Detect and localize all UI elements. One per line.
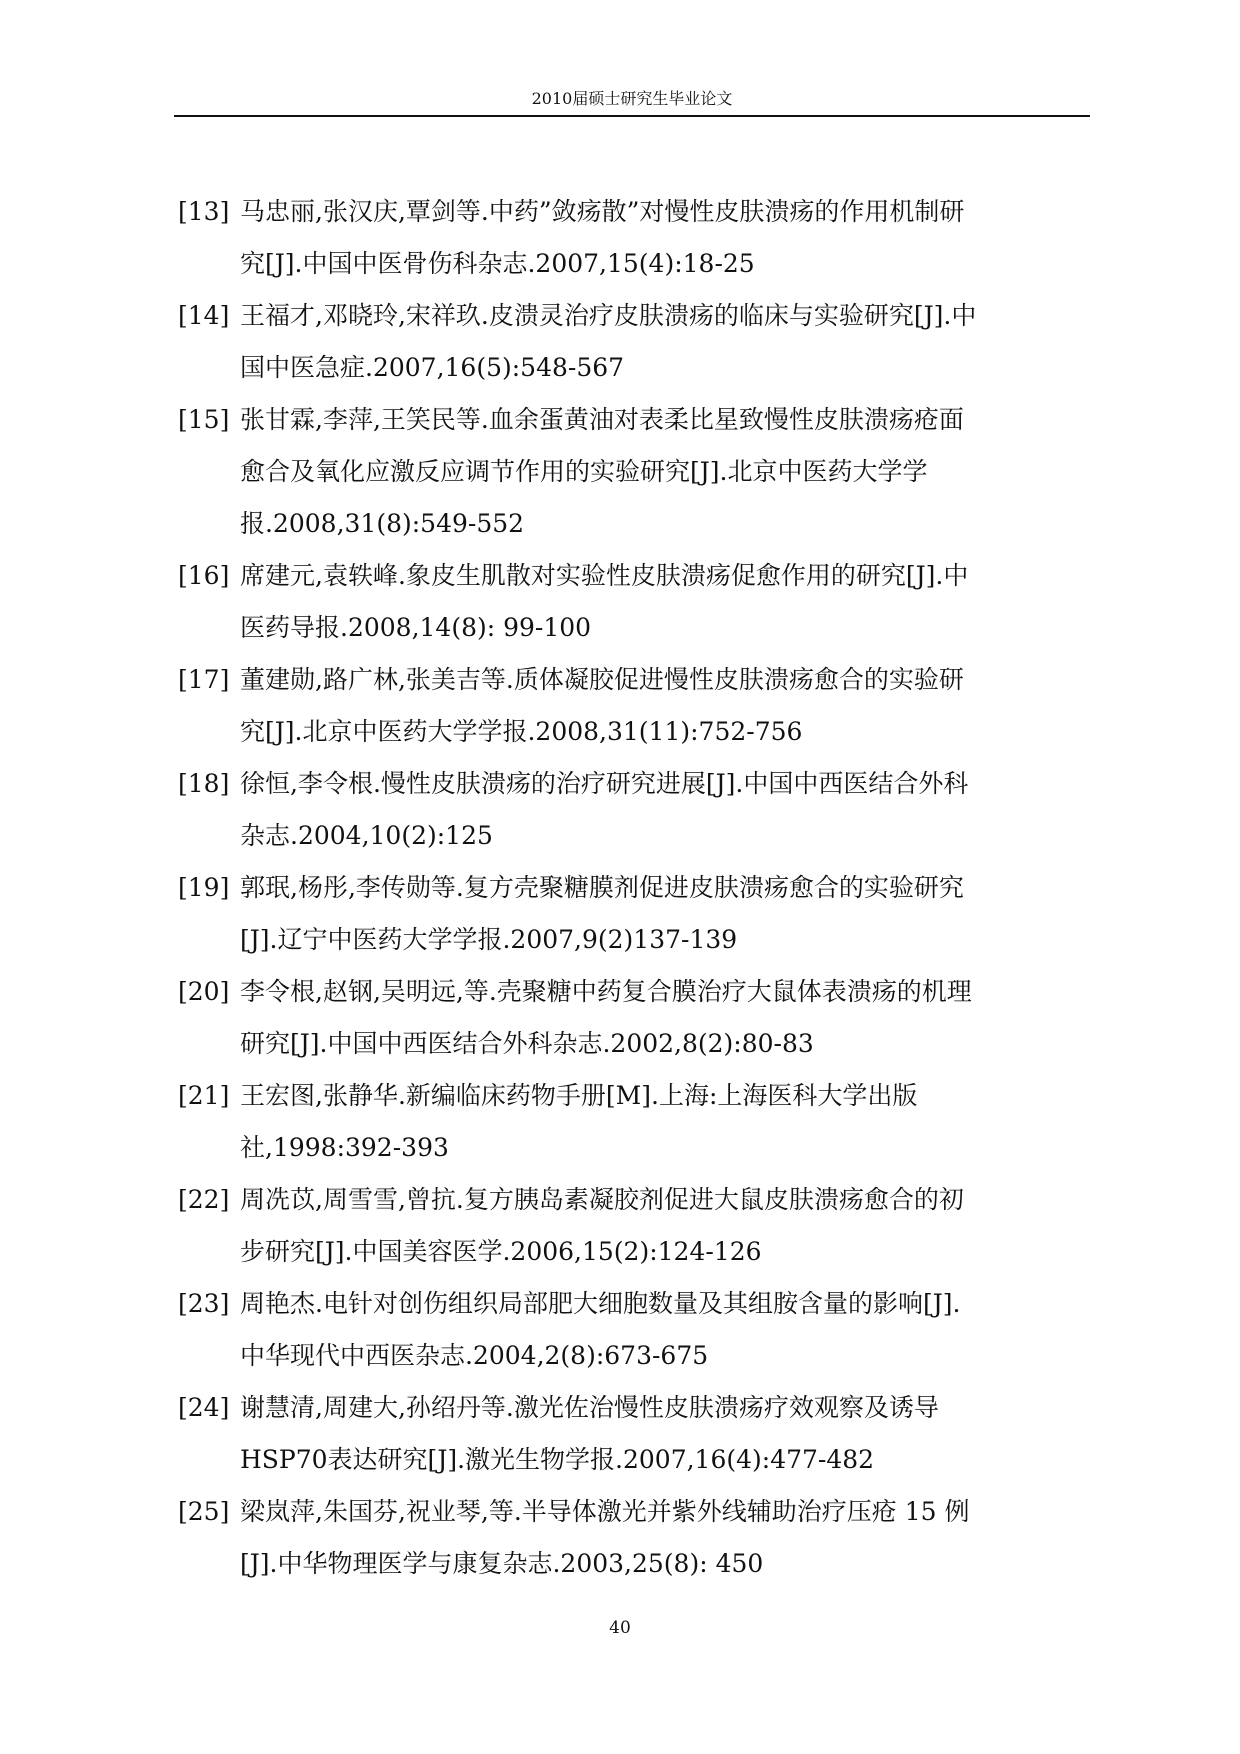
reference-number: [19] xyxy=(178,873,230,902)
reference-item-15 xyxy=(178,394,1090,550)
reference-line: 郭珉,杨彤,李传勋等.复方壳聚糖膜剂促进皮肤溃疡愈合的实验研究 xyxy=(240,873,964,902)
reference-text xyxy=(240,654,1078,758)
reference-text xyxy=(240,966,1078,1070)
reference-number: [22] xyxy=(178,1185,230,1214)
reference-text xyxy=(240,1070,1078,1174)
reference-text xyxy=(240,1486,1078,1590)
reference-line: 周艳杰.电针对创伤组织局部肥大细胞数量及其组胺含量的影响[J]. xyxy=(240,1289,961,1318)
reference-item-25 xyxy=(178,1486,1090,1590)
reference-item-20 xyxy=(178,966,1090,1070)
reference-text xyxy=(240,1174,1078,1278)
reference-line: 究[J].北京中医药大学学报.2008,31(11):752-756 xyxy=(240,717,803,746)
reference-line: 研究[J].中国中西医结合外科杂志.2002,8(2):80-83 xyxy=(240,1029,814,1058)
reference-number: [25] xyxy=(178,1497,230,1526)
reference-item-21 xyxy=(178,1070,1090,1174)
reference-line: [J].辽宁中医药大学学报.2007,9(2)137-139 xyxy=(240,925,738,954)
reference-item-13 xyxy=(178,186,1090,290)
reference-line: 步研究[J].中国美容医学.2006,15(2):124-126 xyxy=(240,1237,762,1266)
reference-number: [20] xyxy=(178,977,230,1006)
reference-line: 国中医急症.2007,16(5):548-567 xyxy=(240,353,625,382)
reference-line: 周冼苡,周雪雪,曾抗.复方胰岛素凝胶剂促进大鼠皮肤溃疡愈合的初 xyxy=(240,1185,964,1214)
reference-list xyxy=(178,186,1090,1590)
reference-item-24 xyxy=(178,1382,1090,1486)
reference-text xyxy=(240,550,1078,654)
reference-line: 徐恒,李令根.慢性皮肤溃疡的治疗研究进展[J].中国中西医结合外科 xyxy=(240,769,969,798)
reference-line: 中华现代中西医杂志.2004,2(8):673-675 xyxy=(240,1341,709,1370)
reference-line: 究[J].中国中医骨伤科杂志.2007,15(4):18-25 xyxy=(240,249,755,278)
reference-item-17 xyxy=(178,654,1090,758)
header-rule xyxy=(174,115,1090,117)
reference-text xyxy=(240,394,1078,550)
reference-item-18 xyxy=(178,758,1090,862)
reference-number: [23] xyxy=(178,1289,230,1318)
reference-number: [17] xyxy=(178,665,230,694)
reference-line: 报.2008,31(8):549-552 xyxy=(240,509,525,538)
reference-text xyxy=(240,862,1078,966)
reference-line: 李令根,赵钢,吴明远,等.壳聚糖中药复合膜治疗大鼠体表溃疡的机理 xyxy=(240,977,972,1006)
reference-line: 谢慧清,周建大,孙绍丹等.激光佐治慢性皮肤溃疡疗效观察及诱导 xyxy=(240,1393,939,1422)
reference-line: 王福才,邓晓玲,宋祥玖.皮溃灵治疗皮肤溃疡的临床与实验研究[J].中 xyxy=(240,301,977,330)
reference-text xyxy=(240,758,1078,862)
reference-line: [J].中华物理医学与康复杂志.2003,25(8): 450 xyxy=(240,1549,764,1578)
reference-line: 梁岚萍,朱国芬,祝业琴,等.半导体激光并紫外线辅助治疗压疮 15 例 xyxy=(240,1497,970,1526)
reference-number: [13] xyxy=(178,197,230,226)
reference-line: 社,1998:392-393 xyxy=(240,1133,449,1162)
page-number: 40 xyxy=(609,1618,631,1638)
reference-line: 席建元,袁轶峰.象皮生肌散对实验性皮肤溃疡促愈作用的研究[J].中 xyxy=(240,561,969,590)
reference-text xyxy=(240,1382,1078,1486)
reference-line: 王宏图,张静华.新编临床药物手册[M].上海:上海医科大学出版 xyxy=(240,1081,918,1110)
reference-number: [14] xyxy=(178,301,230,330)
reference-line: 董建勋,路广林,张美吉等.质体凝胶促进慢性皮肤溃疡愈合的实验研 xyxy=(240,665,964,694)
reference-number: [15] xyxy=(178,405,230,434)
reference-text xyxy=(240,290,1078,394)
reference-number: [16] xyxy=(178,561,230,590)
reference-item-16 xyxy=(178,550,1090,654)
reference-number: [24] xyxy=(178,1393,230,1422)
reference-line: 愈合及氧化应激反应调节作用的实验研究[J].北京中医药大学学 xyxy=(240,457,928,486)
reference-number: [18] xyxy=(178,769,230,798)
reference-item-14 xyxy=(178,290,1090,394)
reference-line: 医药导报.2008,14(8): 99-100 xyxy=(240,613,592,642)
reference-item-19 xyxy=(178,862,1090,966)
running-header: 2010届硕士研究生毕业论文 xyxy=(531,89,733,108)
reference-line: 杂志.2004,10(2):125 xyxy=(240,821,493,850)
reference-item-23 xyxy=(178,1278,1090,1382)
reference-line: 张甘霖,李萍,王笑民等.血余蛋黄油对表柔比星致慢性皮肤溃疡疮面 xyxy=(240,405,964,434)
reference-line: 马忠丽,张汉庆,覃剑等.中药”敛疡散”对慢性皮肤溃疡的作用机制研 xyxy=(240,197,965,226)
reference-text xyxy=(240,1278,1078,1382)
reference-item-22 xyxy=(178,1174,1090,1278)
reference-number: [21] xyxy=(178,1081,230,1110)
reference-text xyxy=(240,186,1078,290)
reference-line: HSP70表达研究[J].激光生物学报.2007,16(4):477-482 xyxy=(240,1445,875,1474)
